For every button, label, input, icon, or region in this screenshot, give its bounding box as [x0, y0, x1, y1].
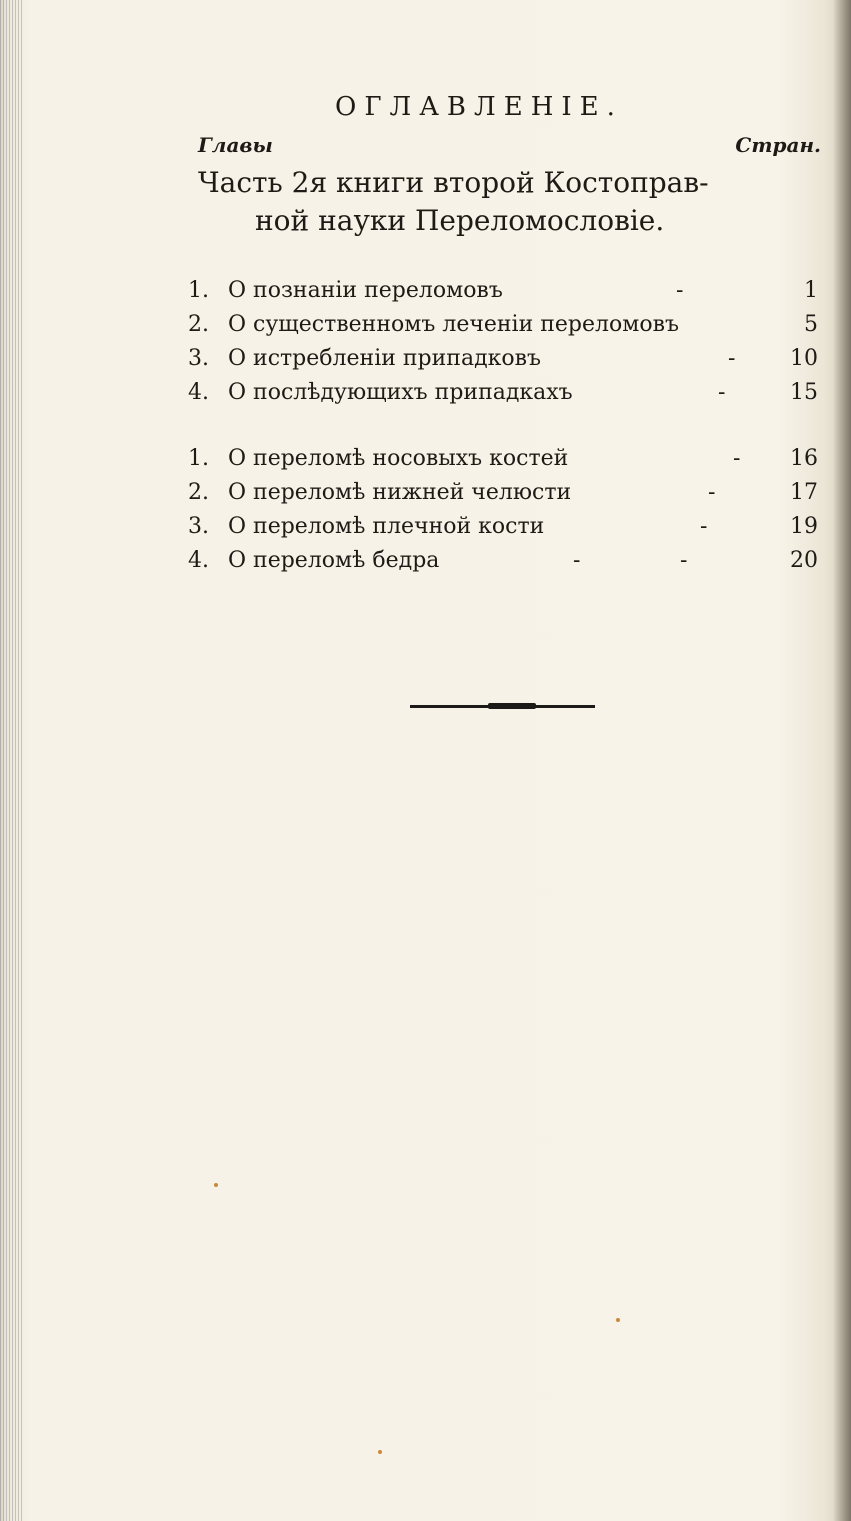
entry-title: О переломѣ нижней челюсти	[228, 480, 572, 505]
toc-entry	[188, 278, 818, 312]
page-edge	[0, 0, 24, 1521]
entry-number: 1.	[188, 278, 209, 303]
paper-speck	[378, 1450, 382, 1454]
entry-title: О послѣдующихъ припадкахъ	[228, 380, 573, 405]
entry-number: 4.	[188, 380, 209, 405]
entry-number: 2.	[188, 480, 209, 505]
entry-number: 3.	[188, 346, 209, 371]
toc-entry	[188, 380, 818, 414]
pages-column-header: Стран.	[735, 133, 821, 157]
entry-page: 16	[790, 446, 818, 471]
toc-entry	[188, 480, 818, 514]
gutter-shadow	[833, 0, 851, 1521]
toc-entry	[188, 346, 818, 380]
toc-entry	[188, 446, 818, 480]
entry-page: 20	[790, 548, 818, 573]
paper-speck	[214, 1183, 218, 1187]
leader-dash: -	[718, 380, 726, 405]
entry-title: О существенномъ леченіи переломовъ	[228, 312, 679, 337]
entry-page: 10	[790, 346, 818, 371]
toc-entry	[188, 514, 818, 548]
toc-entry	[188, 548, 818, 582]
chapters-column-header: Главы	[198, 133, 273, 157]
entry-title: О переломѣ бедра	[228, 548, 440, 573]
entry-number: 3.	[188, 514, 209, 539]
leader-dash: -	[573, 548, 581, 573]
entry-page: 19	[790, 514, 818, 539]
leader-dash: -	[700, 514, 708, 539]
entry-number: 2.	[188, 312, 209, 337]
entry-title: О познаніи переломовъ	[228, 278, 503, 303]
part-title-line-2: ной науки Переломословіе.	[255, 204, 665, 237]
paper-speck	[616, 1318, 620, 1322]
toc-entry	[188, 312, 818, 346]
entry-number: 1.	[188, 446, 209, 471]
entry-title: О переломѣ носовыхъ костей	[228, 446, 569, 471]
leader-dash: -	[708, 480, 716, 505]
entry-title: О истребленіи припадковъ	[228, 346, 541, 371]
entry-page: 5	[804, 312, 818, 337]
entry-page: 17	[790, 480, 818, 505]
part-title-line-1: Часть 2я книги второй Костоправ-	[198, 166, 709, 199]
leader-dash: -	[728, 346, 736, 371]
part-title	[198, 164, 823, 240]
end-rule-ornament	[488, 703, 536, 709]
leader-dash: -	[733, 446, 741, 471]
leader-dash: -	[680, 548, 688, 573]
entry-page: 1	[804, 278, 818, 303]
entry-title: О переломѣ плечной кости	[228, 514, 545, 539]
entry-page: 15	[790, 380, 818, 405]
entry-number: 4.	[188, 548, 209, 573]
toc-section-1	[188, 278, 818, 414]
leader-dash: -	[676, 278, 684, 303]
toc-section-2	[188, 446, 818, 582]
page-title: ОГЛАВЛЕНІЕ.	[335, 92, 623, 122]
